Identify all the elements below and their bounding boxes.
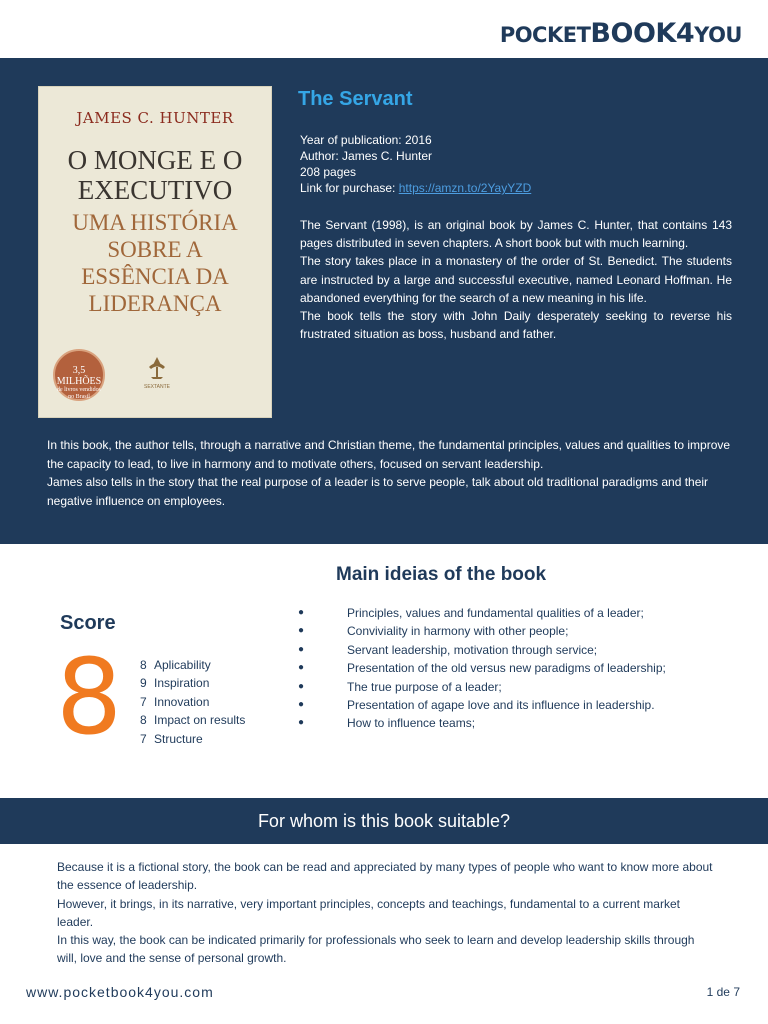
main-ideas-heading: Main ideias of the book <box>336 564 547 585</box>
criteria-item: 9 Inspiration <box>140 676 210 691</box>
bullet-icon: ● <box>298 662 305 674</box>
idea-item: ● The true purpose of a leader; <box>298 678 666 696</box>
page-number: 1 de 7 <box>706 985 740 999</box>
book-author: Author: James C. Hunter <box>300 149 433 163</box>
suitable-paragraph: In this way, the book can be indicated primarily for professionals who seek to learn and develop leadership skills through will, love and the sense of personal growth. <box>57 933 695 966</box>
bullet-icon: ● <box>298 717 305 729</box>
bullet-icon: ● <box>298 680 305 692</box>
logo-part-pocket: POCKET <box>499 23 591 47</box>
idea-item: ● Servant leadership, motivation through service; <box>298 641 666 659</box>
suitable-paragraph: Because it is a fictional story, the book can be read and appreciated by many types of people who want to know more about the essence of leadership. <box>57 860 713 893</box>
suitable-heading: For whom is this book suitable? <box>257 811 511 831</box>
bullet-icon: ● <box>298 699 305 711</box>
idea-item: ● How to influence teams; <box>298 714 666 732</box>
purchase-link-label: Link for purchase: <box>300 181 396 195</box>
bullet-icon: ● <box>298 643 305 655</box>
idea-item: ● Presentation of the old versus new paradigms of leadership; <box>298 659 666 677</box>
idea-item: ● Principles, values and fundamental qualities of a leader; <box>298 604 666 622</box>
logo-part-you: YOU <box>694 23 742 47</box>
book-summary <box>300 216 732 343</box>
publication-year: Year of publication: 2016 <box>300 133 432 147</box>
book-title: The Servant <box>298 88 413 110</box>
suitable-paragraph: However, it brings, in its narrative, very important principles, concepts and teachings, fundamental to a current market leader. <box>57 896 680 929</box>
book-overview <box>47 436 737 510</box>
cover-subtitle: UMA HISTÓRIA SOBRE A ESSÊNCIA DA LIDERANÇA <box>72 210 238 316</box>
idea-item: ● Conviviality in harmony with other people; <box>298 622 666 640</box>
criteria-item: 7 Structure <box>140 731 203 746</box>
criteria-item: 8 Aplicability <box>140 658 211 672</box>
book-metadata <box>300 132 531 196</box>
publisher-logo-icon <box>143 355 171 391</box>
score-criteria-list <box>140 656 245 748</box>
cover-seal-badge: 3,5 MILHÕES de livros vendidos no Brasil <box>53 349 105 401</box>
page-count: 208 pages <box>300 165 357 179</box>
suitable-text <box>57 858 717 968</box>
score-heading: Score <box>60 612 116 634</box>
summary-paragraph: The Servant (1998), is an original book by James C. Hunter, that contains 143 pages distributed in seven chapters. A short book but with much learning. <box>300 218 732 251</box>
publisher-name: SEXTANTE <box>143 384 171 390</box>
bullet-icon: ● <box>298 607 305 618</box>
overview-paragraph: James also tells in the story that the real purpose of a leader is to serve people, talk about old traditional paradigms and their negative influence on employees. <box>47 475 709 508</box>
footer-website-link[interactable]: www.pocketbook4you.com <box>26 984 214 1000</box>
overall-score: 8 <box>56 636 123 758</box>
suitable-banner <box>0 798 768 844</box>
criteria-item: 7 Innovation <box>140 694 210 709</box>
book-cover-image <box>38 86 272 418</box>
cover-author: JAMES C. HUNTER <box>76 109 234 127</box>
idea-item: ● Presentation of agape love and its influence in leadership. <box>298 696 666 714</box>
main-ideas-list <box>298 604 666 733</box>
summary-paragraph: The book tells the story with John Daily desperately seeking to reverse his frustrated situation as boss, husband and father. <box>300 309 732 342</box>
purchase-link[interactable]: https://amzn.to/2YayYZD <box>398 181 532 195</box>
overview-paragraph: In this book, the author tells, through a narrative and Christian theme, the fundamental principles, values and qualities to improve the capacity to lead, to live in harmony and to motivate others, focused on servant leadership. <box>47 438 731 471</box>
summary-paragraph: The story takes place in a monastery of the order of St. Benedict. The students are instructed by a large and successful executive, named Leonard Hoffman. He abandoned everything for the search of a new meaning in his life. <box>300 254 732 305</box>
criteria-item: 8 Impact on results <box>140 713 246 728</box>
cover-title: O MONGE E O EXECUTIVO <box>67 145 243 205</box>
logo-part-book4: BOOK4 <box>590 18 695 49</box>
purchase-link-row <box>300 180 531 196</box>
brand-logo <box>500 18 742 49</box>
bullet-icon: ● <box>298 625 305 637</box>
